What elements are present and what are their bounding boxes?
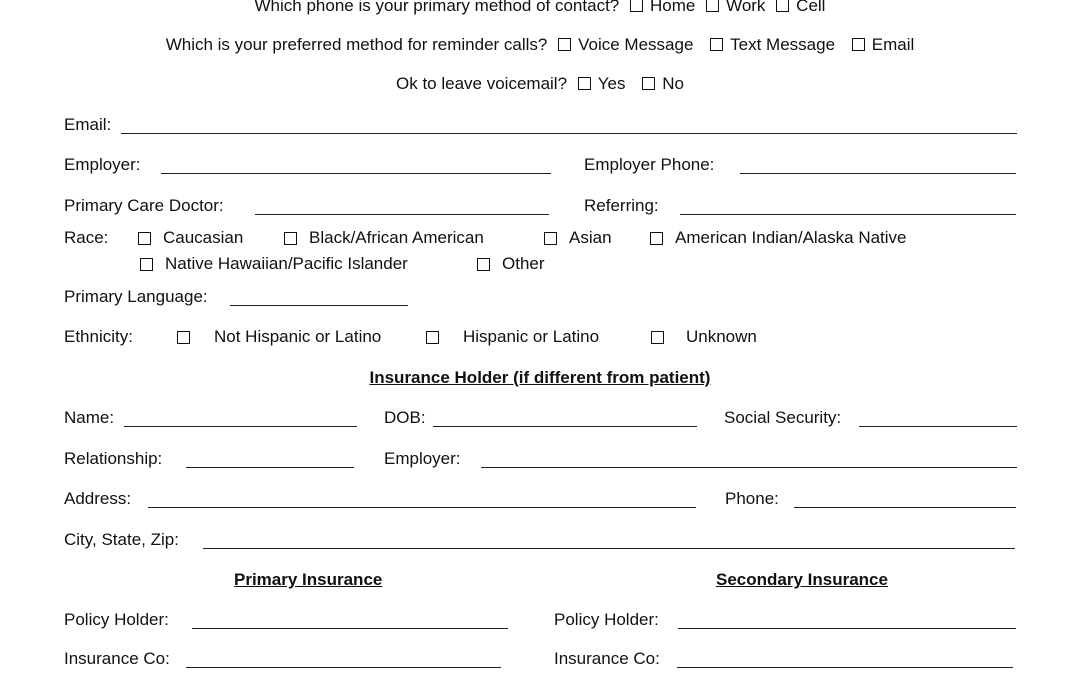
black-african-american-label: Black/African American [309,228,484,247]
ethnicity-option-hispanic[interactable] [426,326,599,348]
hispanic-checkbox[interactable] [426,331,439,344]
unknown-label: Unknown [686,327,757,346]
reminder-question: Which is your preferred method for reminder calls? [165,35,548,54]
cell-checkbox[interactable] [776,0,789,12]
holder-ssn-label: Social Security: [724,408,842,427]
primary-language-field[interactable] [230,305,408,306]
not-hispanic-checkbox[interactable] [177,331,190,344]
holder-city-label: City, State, Zip: [64,530,179,549]
holder-relationship-field[interactable] [186,467,354,468]
ethnicity-option-not-hispanic[interactable] [177,326,381,348]
primary-contact-question: Which phone is your primary method of contact? [254,0,620,15]
race-label: Race: [64,228,109,247]
home-checkbox[interactable] [630,0,643,12]
not-hispanic-label: Not Hispanic or Latino [214,327,382,346]
text-message-checkbox[interactable] [710,38,723,51]
voicemail-question-row [0,73,1080,95]
primary-insurance-co-field[interactable] [186,667,501,668]
secondary-insurance-heading: Secondary Insurance [716,570,888,589]
voice-message-checkbox[interactable] [558,38,571,51]
secondary-policy-holder-label: Policy Holder: [554,610,659,629]
work-option-label: Work [726,0,766,15]
referring-field[interactable] [680,214,1016,215]
email-label: Email: [64,115,112,134]
hispanic-label: Hispanic or Latino [463,327,600,346]
voicemail-yes-label: Yes [597,74,626,93]
email-option-label: Email [871,35,915,54]
email-checkbox[interactable] [852,38,865,51]
other-label: Other [502,254,545,273]
caucasian-label: Caucasian [163,228,244,247]
primary-insurance-co-label: Insurance Co: [64,649,170,668]
referring-label: Referring: [584,196,659,215]
primary-care-doctor-field[interactable] [255,214,549,215]
primary-policy-holder-label: Policy Holder: [64,610,169,629]
black-african-american-checkbox[interactable] [284,232,297,245]
text-message-label: Text Message [730,35,836,54]
race-option-caucasian[interactable] [138,227,243,249]
native-hawaiian-label: Native Hawaiian/Pacific Islander [165,254,408,273]
employer-field[interactable] [161,173,551,174]
american-indian-label: American Indian/Alaska Native [675,228,907,247]
holder-employer-label: Employer: [384,449,461,468]
primary-care-doctor-label: Primary Care Doctor: [64,196,224,215]
secondary-insurance-co-field[interactable] [677,667,1013,668]
asian-checkbox[interactable] [544,232,557,245]
work-checkbox[interactable] [706,0,719,12]
holder-relationship-label: Relationship: [64,449,163,468]
race-option-native-hawaiian[interactable] [140,253,408,275]
employer-label: Employer: [64,155,141,174]
holder-city-field[interactable] [203,548,1015,549]
race-option-black[interactable] [284,227,484,249]
ethnicity-label: Ethnicity: [64,327,133,346]
employer-phone-field[interactable] [740,173,1016,174]
holder-address-label: Address: [64,489,132,508]
email-field[interactable] [121,133,1017,134]
cell-option-label: Cell [796,0,826,15]
race-option-other[interactable] [477,253,545,275]
holder-dob-label: DOB: [384,408,426,427]
holder-phone-field[interactable] [794,507,1016,508]
voicemail-no-checkbox[interactable] [642,77,655,90]
holder-address-field[interactable] [148,507,696,508]
other-checkbox[interactable] [477,258,490,271]
voice-message-label: Voice Message [578,35,694,54]
voicemail-yes-checkbox[interactable] [578,77,591,90]
holder-name-field[interactable] [124,426,357,427]
primary-insurance-heading: Primary Insurance [234,570,383,589]
american-indian-checkbox[interactable] [650,232,663,245]
holder-dob-field[interactable] [433,426,697,427]
employer-phone-label: Employer Phone: [584,155,715,174]
holder-name-label: Name: [64,408,115,427]
asian-label: Asian [569,228,612,247]
voicemail-question: Ok to leave voicemail? [396,74,568,93]
secondary-insurance-co-label: Insurance Co: [554,649,660,668]
voicemail-no-label: No [662,74,684,93]
race-option-asian[interactable] [544,227,612,249]
primary-language-label: Primary Language: [64,287,208,306]
ethnicity-option-unknown[interactable] [651,326,757,348]
reminder-question-row [0,34,1080,56]
insurance-holder-heading: Insurance Holder (if different from patient) [369,368,711,387]
secondary-policy-holder-field[interactable] [678,628,1016,629]
primary-policy-holder-field[interactable] [192,628,508,629]
holder-ssn-field[interactable] [859,426,1017,427]
holder-employer-field[interactable] [481,467,1017,468]
unknown-checkbox[interactable] [651,331,664,344]
primary-contact-question-row [0,0,1080,17]
native-hawaiian-checkbox[interactable] [140,258,153,271]
race-option-american-indian[interactable] [650,227,907,249]
home-option-label: Home [649,0,696,15]
caucasian-checkbox[interactable] [138,232,151,245]
holder-phone-label: Phone: [725,489,779,508]
